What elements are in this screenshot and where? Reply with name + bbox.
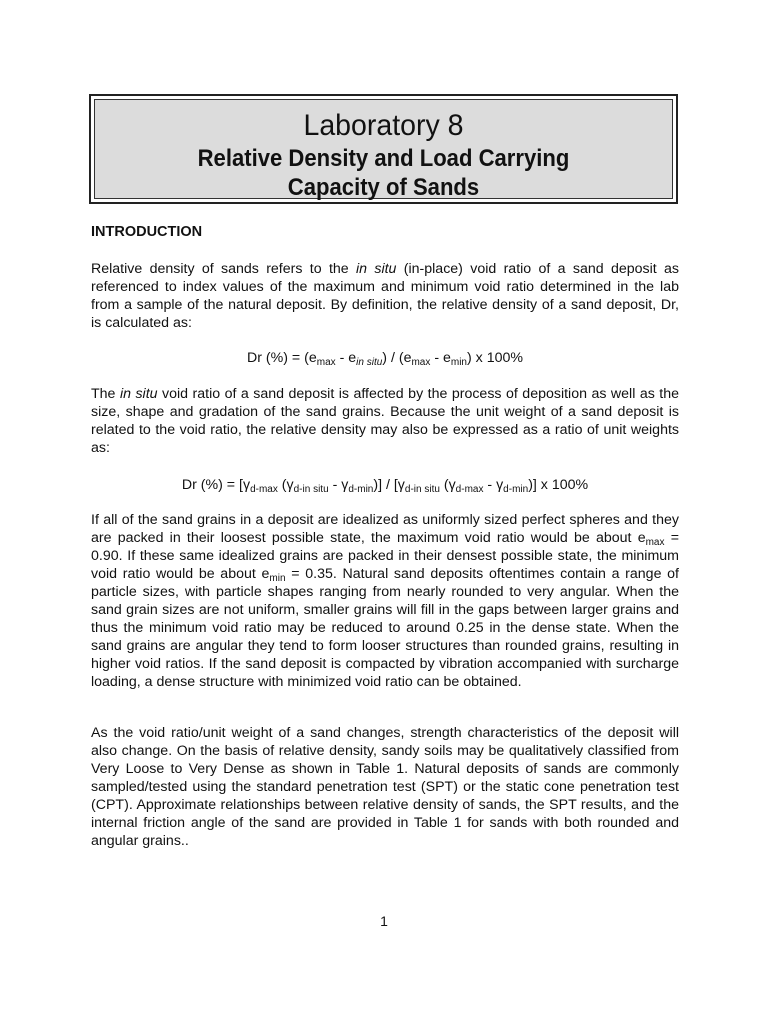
lab-title: Laboratory 8 [303,109,464,142]
formula-1-part: - e [430,350,451,366]
formula-1-subscript: min [450,357,467,368]
formula-1-part: ) x 100% [467,350,523,366]
formula-1-part: - e [335,350,357,366]
paragraph-4: As the void ratio/unit weight of a sand changes, strength characteristics of the deposit will also change. On the basis of relative density, sandy soils may be qualitatively classified from Very Loose to Very Dense as shown in Table 1. Natural deposits of sands are commonly sampled/tested using the standard penetration test (SPT) or the static cone penetration test (CPT). Approximate relationships between relative density of sands, the SPT results, and the internal friction angle of the sand are provided in Table 1 for sands with both rounded and angular grains.. [91,725,679,849]
formula-2-part: (γ [439,477,456,493]
formula-2-subscript: d-min [503,484,529,495]
title-inner [94,99,673,199]
paragraph-2-text-b: void ratio of a sand deposit is affected by the process of deposition as well as the size, shape and gradation of the sand grains. Because the unit weight of a sand deposit is related to the void ratio, the relative density may also be expressed as a ratio of unit weights as: [91,386,680,456]
formula-2-part: )] x 100% [528,477,589,493]
formula-unit-weight [91,476,679,494]
paragraph-2-text-a: The [91,386,120,402]
paragraph-1 [91,260,679,332]
formula-2-subscript: d-min [348,484,374,495]
formula-1-subscript: max [411,357,431,368]
paragraph-3 [91,511,679,691]
formula-2-subscript: d-in situ [404,484,440,495]
formula-2-part: )] / [γ [373,477,405,493]
title-box [89,94,678,204]
formula-2-part: - γ [483,477,504,493]
formula-2-part: Dr (%) = [γ [181,477,251,493]
formula-1-subscript: max [316,357,336,368]
formula-2-subscript: d-max [250,484,278,495]
paragraph-1-text-a: Relative density of sands refers to the [91,261,356,277]
formula-1-subscript: in situ [356,357,383,368]
formula-2-subscript: d-in situ [293,484,329,495]
formula-1-part: Dr (%) = (e [247,350,317,366]
paragraph-2 [91,385,679,457]
page-number: 1 [380,913,388,929]
lab-subtitle-line-2: Capacity of Sands [287,174,480,201]
paragraph-3-text-c: = 0.35. Natural sand deposits oftentimes contain a range of particle sizes, with particle shapes ranging from nearly rounded to very angular. When the sand grain sizes are not uniform, smaller grains will fill in the gaps between larger grains and thus the minimum void ratio may be reduced to around 0.25 in the dense state. When the sand grains are angular they tend to form looser structures than rounded grains, resulting in higher void ratios. If the sand deposit is compacted by vibration accompanied with surcharge loading, a dense structure with minimized void ratio can be obtained. [91,566,679,690]
paragraph-1-italic: in situ [356,261,397,277]
paragraph-3-subscript: min [269,573,286,584]
formula-2-part: (γ [277,477,294,493]
section-heading-introduction: INTRODUCTION [91,224,203,240]
formula-2-subscript: d-max [455,484,484,495]
lab-subtitle-line-1: Relative Density and Load Carrying [197,145,570,172]
formula-1-part: ) / (e [382,350,412,366]
formula-void-ratio [91,349,679,367]
paragraph-1-text-b: (in-place) void ratio of a sand deposit as referenced to index values of the maximum and minimum void ratio determined in the lab from a sample of the natural deposit. By definition, the relative density of a sand deposit, Dr, is calculated as: [91,261,680,331]
paragraph-3-text-a: If all of the sand grains in a deposit are idealized as uniformly sized perfect spheres and they are packed in their loosest possible state, the maximum void ratio would be about e [91,512,679,546]
paragraph-3-subscript: max [645,537,665,548]
formula-2-part: - γ [328,477,349,493]
paragraph-2-italic: in situ [119,386,158,402]
paragraph-3-text-b: = 0.90. If these same idealized grains are packed in their densest possible state, the minimum void ratio would be about e [91,530,679,582]
